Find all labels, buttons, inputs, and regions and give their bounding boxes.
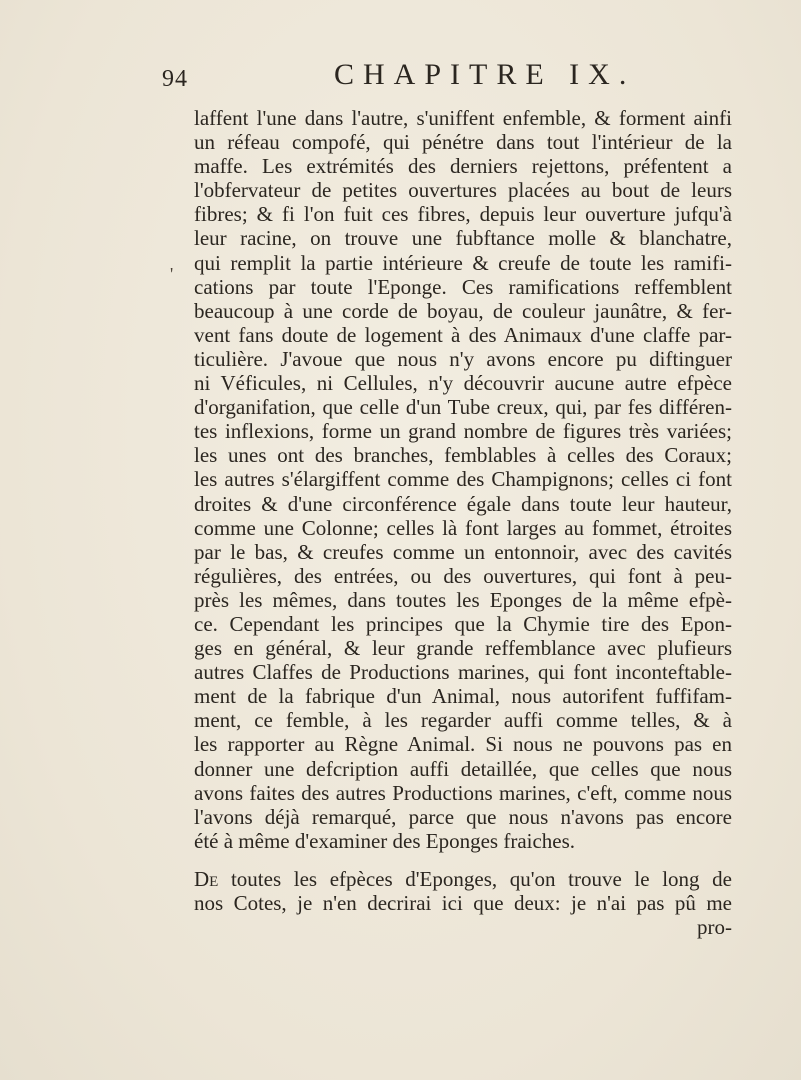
running-head	[162, 58, 722, 92]
text-line: l'avons déjà remarqué, parce que nous n'avons pas encore	[194, 804, 732, 829]
chapter-title: CHAPITRE IX.	[334, 58, 636, 91]
text-line: ment de la fabrique d'un Animal, nous autorifent fuffifam-	[194, 684, 732, 709]
body-text	[194, 106, 732, 939]
text-line: avons faites des autres Productions marines, c'eft, comme nous	[194, 780, 732, 805]
text-line: laffent l'une dans l'autre, s'uniffent enfemble, & forment ainfi	[194, 106, 732, 130]
text-line: donner une defcription auffi detaillée, que celles que nous	[194, 756, 732, 781]
margin-mark: '	[170, 264, 174, 284]
paragraph-gap	[194, 853, 732, 867]
text-line: leur racine, on trouve une fubftance molle & blanchatre,	[194, 226, 732, 251]
text-line: droites & d'une circonférence égale dans toute leur hauteur,	[194, 491, 732, 516]
text-line: maffe. Les extrémités des derniers rejettons, préfentent a	[194, 154, 732, 179]
text-line: ment, ce femble, à les regarder auffi comme telles, & à	[194, 708, 732, 733]
text-line	[194, 867, 732, 891]
line-rest: toutes les efpèces d'Eponges, qu'on trouve le long de	[218, 866, 732, 891]
text-line: fibres; & fi l'on fuit ces fibres, depuis leur ouverture jufqu'à	[194, 202, 732, 227]
text-line: ce. Cependant les principes que la Chymie tire des Epon-	[194, 611, 732, 636]
text-line: ges en général, & leur grande reffemblance avec plufieurs	[194, 636, 732, 661]
text-line: cations par toute l'Eponge. Ces ramifications reffemblent	[194, 274, 732, 299]
text-line: les rapporter au Règne Animal. Si nous ne pouvons pas en	[194, 732, 732, 757]
text-line: près les mêmes, dans toutes les Eponges de la même efpè-	[194, 587, 732, 612]
text-line: vent fans doute de logement à des Animaux d'une claffe par-	[194, 322, 732, 347]
text-line: comme une Colonne; celles là font larges au fommet, étroites	[194, 515, 732, 540]
text-line: autres Claffes de Productions marines, qui font inconteftable-	[194, 660, 732, 685]
paragraph-lead: De	[194, 866, 219, 891]
text-line: d'organifation, que celle d'un Tube creux, qui, par fes différen-	[194, 395, 732, 420]
page-number: 94	[162, 66, 188, 92]
paragraph-2	[194, 867, 732, 939]
text-line: par le bas, & creufes comme un entonnoir, avec des cavités	[194, 539, 732, 564]
text-line: un réfeau compofé, qui pénétre dans tout l'intérieur de la	[194, 130, 732, 155]
text-line: nos Cotes, je n'en decrirai ici que deux: je n'ai pas pû me	[194, 891, 732, 915]
text-line: beaucoup à une corde de boyau, de couleur jaunâtre, & fer-	[194, 298, 732, 323]
text-line: régulières, des entrées, ou des ouvertures, qui font à peu-	[194, 563, 732, 588]
text-line: l'obfervateur de petites ouvertures placées au bout de leurs	[194, 178, 732, 203]
text-line: les autres s'élargiffent comme des Champignons; celles ci font	[194, 467, 732, 492]
text-line: les unes ont des branches, femblables à celles des Coraux;	[194, 443, 732, 468]
text-line: été à même d'examiner des Eponges fraiches.	[194, 828, 576, 853]
paragraph-1	[194, 106, 732, 853]
text-line: ticulière. J'avoue que nous n'y avons encore pu diftinguer	[194, 346, 732, 371]
text-line: ni Véficules, ni Cellules, n'y découvrir aucune autre efpèce	[194, 371, 732, 396]
text-line: qui remplit la partie intérieure & creufe de toute les ramifi-	[194, 250, 732, 275]
catchword: pro-	[697, 915, 732, 940]
text-line: tes inflexions, forme un grand nombre de figures très variées;	[194, 419, 732, 444]
